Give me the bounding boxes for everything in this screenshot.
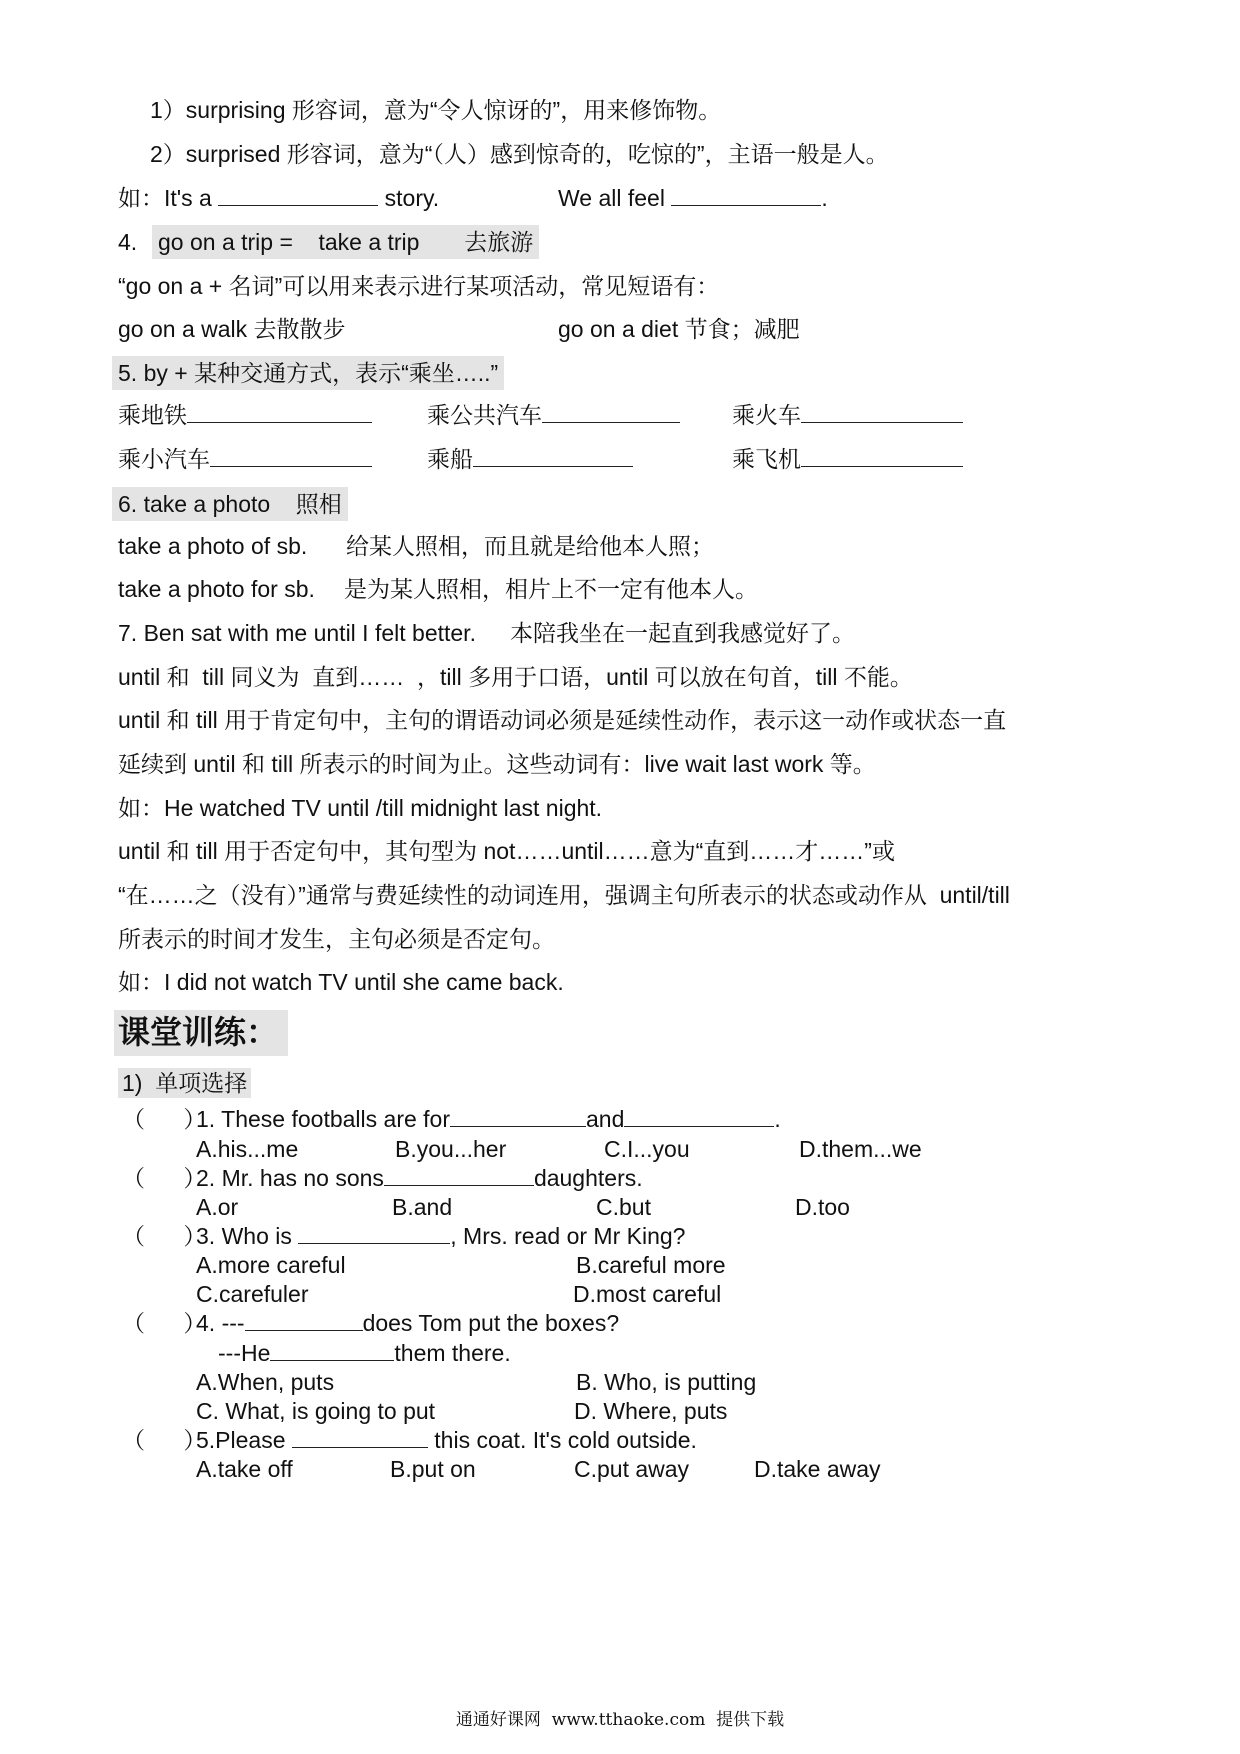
question-text: and (586, 1106, 625, 1132)
photo-of: take a photo of sb. (118, 533, 308, 559)
blank-field[interactable] (218, 185, 378, 206)
q3-option-a[interactable]: A.more careful (196, 1252, 346, 1278)
q2-option-c[interactable]: C.but (596, 1194, 651, 1220)
example-until-1: 如：He watched TV until /till midnight last night. (118, 795, 603, 821)
question-text: 3. Who is (196, 1223, 292, 1249)
photo-for: take a photo for sb. (118, 576, 315, 602)
transport-label: 乘火车 (732, 402, 801, 428)
example-prefix: 如：It's a (118, 185, 212, 211)
question-text: them there. (394, 1340, 511, 1366)
question-2 (196, 1163, 643, 1193)
question-1 (196, 1104, 781, 1134)
example-feel (558, 183, 828, 213)
blank-field[interactable] (624, 1106, 774, 1127)
q4-option-d[interactable]: D. Where, puts (574, 1398, 728, 1424)
question-4 (196, 1308, 619, 1338)
blank-field[interactable] (450, 1106, 586, 1127)
section-title: 课堂训练： (114, 1010, 288, 1056)
question-text: daughters. (533, 1165, 643, 1191)
example-story: story. (384, 185, 440, 211)
blank-field[interactable] (245, 1310, 363, 1331)
note-negative-2: “在……之（没有）”通常与费延续性的动词连用，强调主句所表示的状态或动作从 until/till (118, 882, 1010, 908)
q4-option-a[interactable]: A.When, puts (196, 1369, 335, 1395)
q3-option-c[interactable]: C.carefuler (196, 1281, 309, 1307)
question-text: does Tom put the boxes? (362, 1310, 620, 1336)
transport-label: 乘小汽车 (118, 446, 210, 472)
transport-car (118, 444, 372, 474)
q5-option-d[interactable]: D.take away (754, 1456, 881, 1482)
q1-option-c[interactable]: C.I...you (604, 1136, 690, 1162)
page-footer: 通通好课网 www.tthaoke.com 提供下载 (455, 1710, 785, 1730)
blank-field[interactable] (801, 446, 963, 467)
answer-paren-4[interactable]: （ ） (122, 1310, 207, 1336)
example-until-2: 如：I did not watch TV until she came back. (118, 969, 564, 995)
q4-option-b[interactable]: B. Who, is putting (576, 1369, 757, 1395)
example-feel-text: We all feel (558, 185, 665, 211)
q1-option-a[interactable]: A.his...me (196, 1136, 299, 1162)
point-5-heading: 5. by + 某种交通方式，表示“乘坐…..” (112, 356, 504, 390)
transport-subway (118, 400, 372, 430)
question-4-reply (218, 1338, 511, 1368)
example-surprise (118, 183, 439, 213)
q3-option-b[interactable]: B.careful more (576, 1252, 726, 1278)
question-text: 5.Please (196, 1427, 286, 1453)
note-affirmative-1: until 和 till 用于肯定句中，主句的谓语动词必须是延续性动作，表示这一动作或状态一直 (118, 707, 1007, 733)
blank-field[interactable] (187, 402, 372, 423)
blank-field[interactable] (671, 185, 821, 206)
transport-label: 乘公共汽车 (427, 402, 542, 428)
phrase-walk: go on a walk 去散散步 (118, 316, 346, 342)
blank-field[interactable] (801, 402, 963, 423)
transport-label: 乘船 (427, 446, 473, 472)
note-surprised: 2）surprised 形容词，意为“（人）感到惊奇的，吃惊的”，主语一般是人。 (150, 141, 889, 167)
question-text: 1. These footballs are for (196, 1106, 450, 1132)
blank-field[interactable] (210, 446, 372, 467)
point-4-number: 4. (118, 229, 138, 255)
q1-option-d[interactable]: D.them...we (799, 1136, 922, 1162)
question-5 (196, 1425, 697, 1455)
transport-train (732, 400, 963, 430)
q1-option-b[interactable]: B.you...her (395, 1136, 507, 1162)
photo-for-meaning: 是为某人照相，相片上不一定有他本人。 (344, 576, 758, 602)
blank-field[interactable] (298, 1223, 450, 1244)
note-negative-1: until 和 till 用于否定句中，其句型为 not……until……意为“直到……才……”或 (118, 838, 895, 864)
question-text: . (774, 1106, 781, 1132)
q4-option-c[interactable]: C. What, is going to put (196, 1398, 436, 1424)
q5-option-b[interactable]: B.put on (390, 1456, 476, 1482)
q5-option-c[interactable]: C.put away (574, 1456, 690, 1482)
blank-field[interactable] (292, 1427, 428, 1448)
answer-paren-2[interactable]: （ ） (122, 1165, 207, 1191)
blank-field[interactable] (542, 402, 680, 423)
point-7-sentence: 7. Ben sat with me until I felt better. (118, 620, 476, 646)
phrase-diet: go on a diet 节食；减肥 (558, 316, 800, 342)
question-text: 4. --- (196, 1310, 245, 1336)
transport-ship (427, 444, 633, 474)
blank-field[interactable] (384, 1165, 534, 1186)
note-surprising: 1）surprising 形容词，意为“令人惊讶的”，用来修饰物。 (150, 97, 722, 123)
q3-option-d[interactable]: D.most careful (573, 1281, 722, 1307)
point-6-heading: 6. take a photo 照相 (112, 487, 348, 521)
photo-of-meaning: 给某人照相，而且就是给他本人照； (346, 533, 714, 559)
q2-option-b[interactable]: B.and (392, 1194, 453, 1220)
note-go-on: “go on a + 名词”可以用来表示进行某项活动，常见短语有： (118, 273, 720, 299)
question-3 (196, 1221, 685, 1251)
transport-bus (427, 400, 680, 430)
point-7-translation: 本陪我坐在一起直到我感觉好了。 (510, 620, 855, 646)
answer-paren-5[interactable]: （ ） (122, 1427, 207, 1453)
example-period: . (821, 185, 828, 211)
blank-field[interactable] (270, 1340, 394, 1361)
blank-field[interactable] (473, 446, 633, 467)
note-negative-3: 所表示的时间才发生，主句必须是否定句。 (118, 926, 555, 952)
section-subtitle (118, 1068, 251, 1098)
note-affirmative-2: 延续到 until 和 till 所表示的时间为止。这些动词有：live wait last work 等。 (118, 751, 876, 777)
transport-label: 乘地铁 (118, 402, 187, 428)
subtitle-text: 1) 单项选择 (118, 1068, 251, 1098)
note-until-till: until 和 till 同义为 直到…… ，till 多用于口语，until 可以放在句首，till 不能。 (118, 664, 913, 690)
question-text: ---He (218, 1340, 271, 1366)
answer-paren-3[interactable]: （ ） (122, 1223, 207, 1249)
question-text: , Mrs. read or Mr King? (450, 1223, 686, 1249)
question-text: this coat. It's cold outside. (434, 1427, 697, 1453)
transport-label: 乘飞机 (732, 446, 801, 472)
q2-option-d[interactable]: D.too (795, 1194, 850, 1220)
answer-paren-1[interactable]: （ ） (122, 1106, 207, 1132)
question-text: 2. Mr. has no sons (196, 1165, 384, 1191)
q5-option-a[interactable]: A.take off (196, 1456, 293, 1482)
point-4-heading: go on a trip = take a trip 去旅游 (152, 225, 539, 259)
transport-plane (732, 444, 963, 474)
q2-option-a[interactable]: A.or (196, 1194, 239, 1220)
